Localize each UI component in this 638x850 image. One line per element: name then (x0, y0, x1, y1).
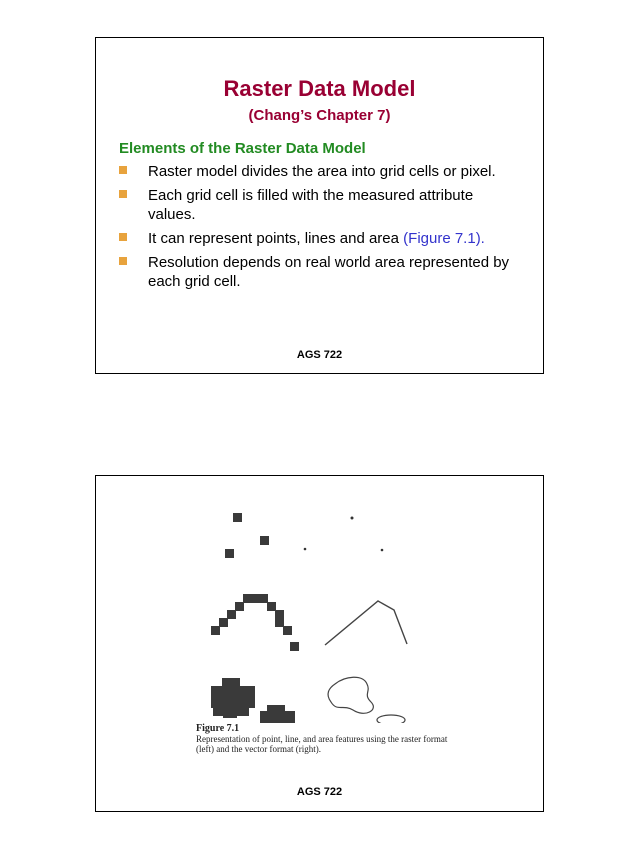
figure-title: Figure 7.1 (196, 723, 240, 734)
bullet-list (115, 162, 515, 296)
bullet-text: It can represent points, lines and area (148, 230, 404, 247)
figure-caption: Representation of point, line, and area features using the raster format (left) and the vector format (right). (196, 734, 448, 754)
bullet-item (115, 253, 515, 291)
slide-2 (95, 475, 544, 812)
raster-area (211, 678, 295, 723)
vector-points (304, 517, 384, 552)
square-bullet-icon (119, 166, 127, 174)
slide-footer: AGS 722 (296, 349, 343, 361)
bullet-text: Raster model divides the area into grid cells or pixel. (148, 163, 496, 180)
square-bullet-icon (119, 257, 127, 265)
slide-1 (95, 37, 544, 374)
bullet-text: Each grid cell is filled with the measured attribute values. (148, 187, 474, 223)
vector-area-small (377, 715, 405, 723)
square-bullet-icon (119, 233, 127, 241)
raster-points (225, 513, 269, 558)
raster-vector-illustration (195, 498, 445, 723)
slide-footer: AGS 722 (296, 786, 343, 798)
vector-area (328, 677, 373, 713)
figure-7-1 (195, 498, 448, 768)
bullet-item (115, 186, 515, 224)
section-heading: Elements of the Raster Data Model (119, 140, 366, 157)
bullet-item (115, 229, 515, 248)
raster-line (211, 594, 299, 651)
square-bullet-icon (119, 190, 127, 198)
bullet-item (115, 162, 515, 181)
vector-line (325, 601, 407, 645)
bullet-text: Resolution depends on real world area represented by each grid cell. (148, 254, 510, 290)
slide-title: Raster Data Model (223, 76, 416, 101)
slide-subtitle: (Chang’s Chapter 7) (248, 107, 391, 124)
figure-reference: (Figure 7.1). (403, 230, 485, 247)
